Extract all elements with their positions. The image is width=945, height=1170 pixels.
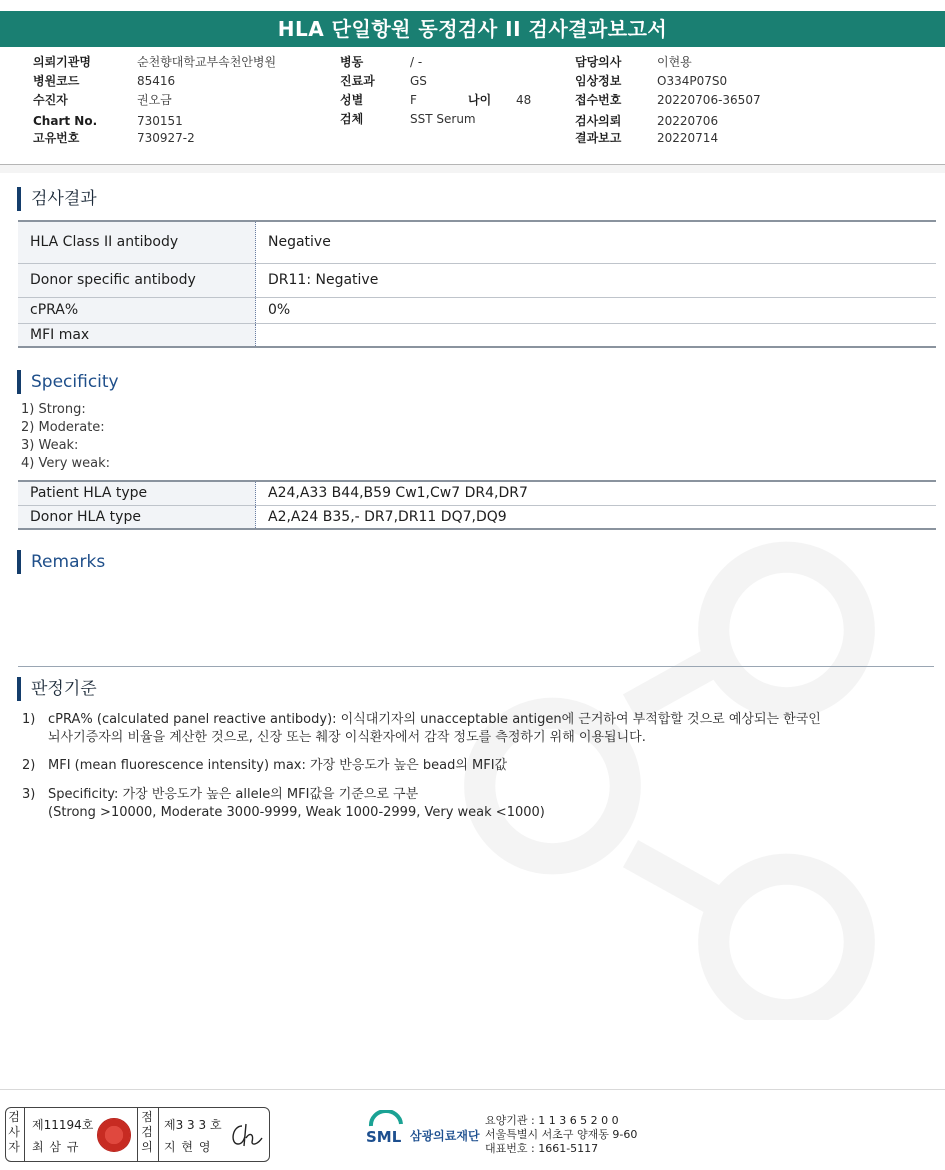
org-code: 요양기관 : 1 1 3 6 5 2 0 0 <box>485 1114 619 1127</box>
header-value: GS <box>410 74 427 88</box>
header-label: 접수번호 <box>575 93 622 107</box>
sign-separator <box>137 1108 138 1161</box>
signature-icon <box>228 1120 264 1150</box>
header-label: 성별 <box>340 93 364 107</box>
specificity-level: 3) Weak: <box>21 438 79 453</box>
header-value: 20220706 <box>657 114 719 128</box>
result-value: Negative <box>268 234 331 251</box>
hla-key: Patient HLA type <box>18 481 256 505</box>
header-label: 병동 <box>340 55 364 69</box>
result-value <box>256 323 937 347</box>
org-name: 삼광의료재단 <box>410 1129 480 1143</box>
criteria-number: 1) <box>22 712 36 727</box>
specificity-level: 1) Strong: <box>21 402 86 417</box>
header-label: 임상정보 <box>575 74 622 88</box>
hla-type-table <box>18 480 936 530</box>
signature-box <box>5 1107 270 1162</box>
header-value: 권오금 <box>137 93 172 107</box>
section-divider <box>18 666 934 667</box>
examiner-label: 검사자 <box>8 1110 20 1154</box>
header-label: Chart No. <box>33 114 98 128</box>
header-label: 병원코드 <box>33 74 80 88</box>
org-phone: 대표번호 : 1661-5117 <box>485 1142 599 1155</box>
header-value: 20220714 <box>657 131 719 145</box>
result-value: 0% <box>268 302 291 318</box>
result-key: HLA Class II antibody <box>18 221 256 263</box>
header-label: 검사의뢰 <box>575 114 622 128</box>
sign-separator <box>24 1108 25 1161</box>
header-label: 나이 <box>468 93 492 107</box>
result-value: DR11: Negative <box>268 272 379 288</box>
header-value: O334P07S0 <box>657 74 728 88</box>
header-value: 48 <box>516 93 532 107</box>
criteria-number: 3) <box>22 787 36 802</box>
footer-divider <box>0 1089 945 1090</box>
reviewer-license: 제3 3 3 호 <box>164 1118 222 1132</box>
header-value: 순천향대학교부속천안병원 <box>137 55 277 69</box>
specificity-heading: Specificity <box>17 370 119 394</box>
header-value: 730151 <box>137 114 183 128</box>
result-key: Donor specific antibody <box>18 263 256 297</box>
examiner-name: 최 삼 규 <box>32 1140 80 1154</box>
header-label: 검체 <box>340 112 364 126</box>
criteria-line: (Strong >10000, Moderate 3000-9999, Weak 1000-2999, Very weak <1000) <box>48 805 545 820</box>
hla-row <box>18 481 936 505</box>
result-row <box>18 221 936 263</box>
header-value: 85416 <box>137 74 176 88</box>
criteria-line: cPRA% (calculated panel reactive antibody): 이식대기자의 unacceptable antigen에 근거하여 부적합할 것으로 예상되는 한국인 <box>48 712 821 727</box>
header-label: 담당의사 <box>575 55 622 69</box>
header-value: 이현용 <box>657 55 692 69</box>
sml-logo-icon <box>365 1110 407 1150</box>
specificity-level: 4) Very weak: <box>21 456 111 471</box>
examiner-license: 제11194호 <box>32 1118 94 1132</box>
examiner-seal-icon <box>97 1118 131 1152</box>
report-title: HLA 단일항원 동정검사 II 검사결과보고서 <box>0 11 945 47</box>
header-shadow <box>0 165 945 173</box>
result-row <box>18 263 936 297</box>
result-row <box>18 297 936 323</box>
header-value: 20220706-36507 <box>657 93 761 107</box>
header-label: 고유번호 <box>33 131 80 145</box>
header-label: 진료과 <box>340 74 375 88</box>
org-address: 서울특별시 서초구 양재동 9-60 <box>485 1128 638 1141</box>
specificity-levels <box>21 401 110 473</box>
criteria-line: MFI (mean fluorescence intensity) max: 가장 반응도가 높은 bead의 MFI값 <box>48 758 508 773</box>
result-key: MFI max <box>18 323 256 347</box>
remarks-heading: Remarks <box>17 550 105 574</box>
hla-value: A2,A24 B35,- DR7,DR11 DQ7,DQ9 <box>268 508 507 525</box>
results-heading: 검사결과 <box>17 187 97 211</box>
criteria-line: 뇌사기증자의 비율을 계산한 것으로, 신장 또는 췌장 이식환자에서 감작 정도를 측정하기 위해 이용됩니다. <box>48 730 646 745</box>
result-row <box>18 323 936 347</box>
header-value: 730927-2 <box>137 131 195 145</box>
header-label: 결과보고 <box>575 131 622 145</box>
criteria-number: 2) <box>22 758 36 773</box>
header-value: / - <box>410 55 423 69</box>
header-label: 수진자 <box>33 93 68 107</box>
specificity-level: 2) Moderate: <box>21 420 105 435</box>
result-key: cPRA% <box>18 297 256 323</box>
hla-key: Donor HLA type <box>18 505 256 529</box>
criteria-heading: 판정기준 <box>17 677 97 701</box>
sign-separator <box>158 1108 159 1161</box>
reviewer-name: 지 현 영 <box>164 1140 212 1154</box>
results-table <box>18 220 936 348</box>
criteria-line: Specificity: 가장 반응도가 높은 allele의 MFI값을 기준으로 구분 <box>48 787 419 802</box>
sml-logo-text: SML <box>366 1128 402 1146</box>
header-label: 의뢰기관명 <box>33 55 91 69</box>
header-value: F <box>410 93 417 107</box>
reviewer-label: 점검의 <box>141 1110 153 1154</box>
hla-value: A24,A33 B44,B59 Cw1,Cw7 DR4,DR7 <box>268 485 528 502</box>
hla-row <box>18 505 936 529</box>
header-value: SST Serum <box>410 112 476 126</box>
